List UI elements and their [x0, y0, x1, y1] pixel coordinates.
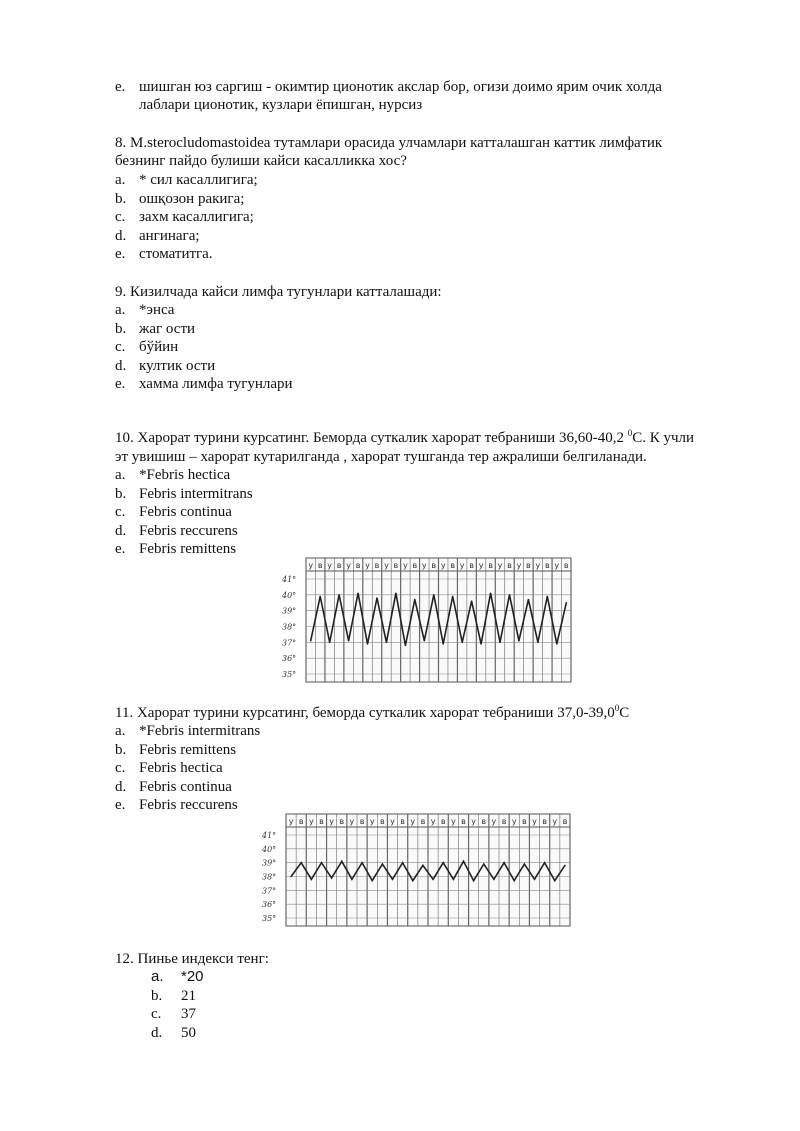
column-label: у: [365, 561, 370, 570]
y-tick-label: 37°: [262, 886, 277, 896]
option-letter: c.: [115, 504, 126, 520]
temperature-point: [554, 880, 556, 882]
option-letter: c.: [151, 1006, 162, 1022]
column-label: у: [491, 817, 497, 826]
option-letter: d.: [115, 357, 127, 374]
column-label: в: [563, 561, 569, 570]
option-letter: a.: [115, 172, 126, 188]
temperature-point: [544, 862, 546, 864]
temperature-point: [402, 862, 404, 864]
option-text: *Febris intermitrans: [139, 723, 261, 739]
option-letter: d.: [151, 1024, 163, 1041]
column-label: в: [319, 817, 324, 826]
column-label: у: [554, 561, 560, 570]
option-text: Febris continua: [139, 504, 232, 520]
question-text-continued: эт увишиш – харорат кутарилганда , харорат тушганда тер ажралиши белгиланади.: [115, 449, 647, 465]
y-tick-label: 35°: [262, 914, 277, 923]
question-text: [115, 429, 694, 447]
temperature-point: [432, 878, 434, 880]
option-text: захм касаллигига;: [139, 209, 254, 226]
column-label: в: [562, 817, 568, 826]
temperature-point: [382, 863, 384, 865]
column-label: в: [507, 561, 512, 570]
option-text-continued: лаблари ционотик, кузлари ёпишган, нурсиз: [139, 97, 423, 113]
column-label: у: [430, 817, 436, 826]
temperature-point: [480, 643, 482, 645]
y-tick-label: 41°: [282, 575, 297, 584]
temperature-point: [547, 596, 549, 598]
column-label: у: [552, 817, 558, 826]
column-label: у: [308, 817, 314, 826]
option-letter: c.: [115, 209, 126, 226]
option-text: шишган юз саргиш - окимтир ционотик акслар бор, огизи доимо ярим очик холда: [139, 79, 662, 95]
option-letter: b.: [115, 320, 127, 337]
option-text: Febris continua: [139, 778, 232, 795]
y-tick-label: 36°: [282, 654, 297, 664]
y-tick-label: 38°: [262, 872, 277, 882]
column-label: у: [308, 561, 314, 570]
column-label: у: [421, 561, 427, 570]
temperature-point: [319, 596, 321, 598]
column-label: в: [355, 561, 361, 570]
y-tick-label: 39°: [282, 606, 297, 616]
y-tick-label: 37°: [282, 638, 297, 648]
column-label: в: [339, 817, 345, 826]
column-label: в: [501, 817, 507, 826]
temperature-point: [321, 862, 323, 864]
temperature-point: [395, 592, 397, 594]
temperature-point: [442, 862, 444, 864]
question-text-part: С. К учли: [632, 430, 695, 446]
option-letter: b.: [115, 485, 127, 502]
column-label: у: [369, 817, 375, 826]
column-label: в: [544, 561, 550, 570]
temperature-point: [405, 645, 407, 647]
temperature-point: [528, 599, 530, 601]
column-label: у: [497, 561, 503, 570]
column-label: у: [329, 817, 335, 826]
column-label: у: [516, 561, 522, 570]
question-text-continued: безнинг пайдо булиши кайси касалликка хос?: [115, 153, 407, 169]
temperature-point: [483, 863, 485, 865]
option-letter: e.: [115, 376, 126, 392]
temperature-point: [422, 865, 424, 867]
column-label: в: [461, 817, 466, 826]
column-label: в: [521, 817, 527, 826]
temperature-point: [300, 862, 302, 864]
temperature-point: [442, 643, 444, 645]
option-letter: d.: [115, 227, 127, 244]
temperature-point: [341, 860, 343, 862]
temperature-point: [338, 594, 340, 596]
column-label: в: [393, 561, 399, 570]
degree-superscript: 0: [627, 428, 633, 438]
temperature-point: [290, 876, 292, 878]
option-letter: d.: [115, 778, 127, 795]
temperature-point: [376, 597, 378, 599]
temperature-point: [565, 602, 567, 604]
column-label: в: [359, 817, 365, 826]
question-text: [115, 704, 629, 722]
temperature-point: [371, 880, 373, 882]
question-text-part: С: [619, 705, 630, 721]
column-label: в: [440, 817, 446, 826]
question-text: 9. Кизилчада кайси лимфа тугунлари катталашади:: [115, 284, 442, 300]
column-label: у: [532, 817, 537, 826]
option-letter: b.: [115, 741, 127, 758]
option-letter: b.: [115, 190, 127, 207]
option-text: Febris hectica: [139, 760, 223, 776]
option-text: Febris remittens: [139, 541, 237, 557]
option-text: Febris intermitrans: [139, 485, 253, 502]
degree-superscript: 0: [614, 703, 620, 713]
y-tick-label: 38°: [282, 622, 297, 632]
column-label: в: [412, 561, 418, 570]
temperature-point: [331, 877, 333, 879]
column-label: у: [535, 561, 541, 570]
option-text: Febris remittens: [139, 741, 237, 758]
option-letter: a.: [151, 968, 164, 985]
temperature-point: [471, 600, 473, 602]
column-label: в: [374, 561, 380, 570]
temperature-point: [509, 594, 511, 596]
temperature-point: [424, 640, 426, 642]
option-letter: a.: [115, 302, 126, 318]
y-tick-label: 35°: [282, 670, 297, 679]
column-label: в: [420, 817, 426, 826]
option-text: *Febris hectica: [139, 467, 231, 483]
temperature-point: [414, 599, 416, 601]
option-text: *энса: [139, 302, 175, 318]
y-tick-label: 40°: [262, 844, 277, 854]
temperature-point: [537, 642, 539, 644]
column-label: у: [384, 561, 389, 570]
option-letter: c.: [115, 760, 126, 776]
option-text: 50: [181, 1024, 196, 1041]
column-label: в: [298, 817, 304, 826]
column-label: у: [478, 561, 484, 570]
option-letter: e.: [115, 246, 126, 263]
option-letter: c.: [115, 339, 126, 355]
temperature-point: [461, 642, 463, 644]
question-text: 12. Пинье индекси тенг:: [115, 951, 269, 967]
column-label: у: [450, 817, 456, 826]
option-text: жаг ости: [139, 320, 196, 337]
temperature-point: [433, 594, 435, 596]
temperature-point: [493, 878, 495, 880]
temperature-point: [367, 643, 369, 645]
temperature-point: [556, 643, 558, 645]
option-text: 37: [181, 1006, 196, 1022]
column-label: у: [346, 561, 351, 570]
option-text: бўйин: [139, 339, 179, 355]
temperature-point: [524, 863, 526, 865]
question-text-part: 10. Харорат турини курсатинг. Беморда суткалик харорат тебраниши 36,60-40,2: [115, 430, 628, 446]
option-text: 21: [181, 987, 196, 1004]
column-label: в: [450, 561, 456, 570]
option-text: ангинага;: [139, 227, 200, 244]
temperature-point: [518, 640, 520, 642]
option-letter: a.: [115, 723, 126, 739]
temperature-point: [453, 878, 455, 880]
y-tick-label: 39°: [262, 858, 277, 868]
temperature-chart-intermittens: [258, 812, 574, 930]
temperature-point: [534, 878, 536, 880]
column-label: у: [390, 817, 395, 826]
option-letter: e.: [115, 797, 126, 813]
option-text: хамма лимфа тугунлари: [139, 376, 293, 392]
option-letter: d.: [115, 522, 127, 539]
temperature-point: [564, 865, 566, 867]
temperature-point: [513, 880, 515, 882]
temperature-point: [310, 640, 312, 642]
temperature-point: [357, 592, 359, 594]
column-label: в: [379, 817, 385, 826]
column-label: в: [526, 561, 531, 570]
column-label: у: [288, 817, 294, 826]
column-label: в: [336, 561, 342, 570]
temperature-point: [503, 862, 505, 864]
y-tick-label: 41°: [262, 831, 277, 840]
column-label: у: [349, 817, 355, 826]
temperature-point: [499, 642, 501, 644]
option-text: стоматитга.: [139, 246, 213, 263]
option-text: *20: [181, 968, 204, 985]
column-label: в: [317, 561, 323, 570]
column-label: у: [471, 817, 477, 826]
option-text: Febris reccurens: [139, 522, 238, 539]
column-label: в: [469, 561, 474, 570]
question-text-part: 11. Харорат турини курсатинг, беморда суткалик харорат тебраниши 37,0-39,0: [115, 705, 615, 721]
temperature-point: [329, 642, 331, 644]
column-label: у: [410, 817, 416, 826]
column-label: в: [481, 817, 487, 826]
temperature-point: [348, 640, 350, 642]
temperature-point: [412, 880, 414, 882]
column-label: в: [542, 817, 548, 826]
temperature-point: [473, 880, 475, 882]
column-label: у: [440, 561, 446, 570]
temperature-point: [351, 878, 353, 880]
temperature-point: [311, 878, 313, 880]
column-label: у: [511, 817, 517, 826]
temperature-chart-hectica: [278, 556, 575, 686]
column-label: у: [459, 561, 465, 570]
option-letter: e.: [115, 541, 126, 557]
column-label: в: [431, 561, 437, 570]
temperature-point: [452, 596, 454, 598]
temperature-point: [392, 878, 394, 880]
temperature-point: [490, 592, 492, 594]
column-label: в: [400, 817, 406, 826]
option-text: Febris reccurens: [139, 797, 238, 813]
question-text: 8. M.sterocludomastoidea тутамлари орасида улчамлари катталашган каттик лимфатик: [115, 135, 663, 151]
option-letter: b.: [151, 987, 163, 1004]
column-label: в: [488, 561, 493, 570]
option-text: култик ости: [139, 357, 216, 374]
temperature-point: [386, 642, 388, 644]
temperature-point: [361, 862, 363, 864]
temperature-point: [463, 860, 465, 862]
option-letter: a.: [115, 467, 126, 483]
option-letter: e.: [115, 79, 126, 95]
option-text: * сил касаллигига;: [139, 172, 258, 188]
y-tick-label: 40°: [282, 590, 297, 600]
column-label: у: [403, 561, 408, 570]
column-label: у: [327, 561, 333, 570]
option-text: ошқозон ракига;: [139, 190, 245, 207]
y-tick-label: 36°: [262, 900, 277, 910]
